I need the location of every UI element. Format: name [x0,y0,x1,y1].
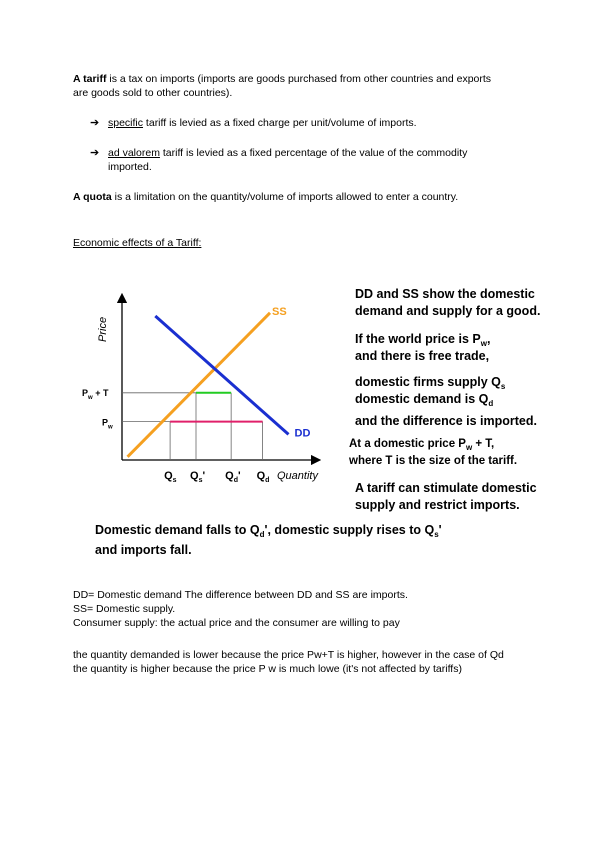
explanation-line8: At a domestic price $P_w + T$, [349,438,495,452]
ss-label: SS [272,305,287,318]
specific-text: tariff is levied as a fixed charge per unit/volume of imports. [143,117,417,129]
quota-text: is a limitation on the quantity/volume of imports allowed to enter a country. [111,191,459,203]
tariff-definition [73,72,543,100]
conclusion-line1: Domestic demand falls to $Q_d'$, domestic supply rises to $Q_s'$ [95,523,442,539]
guide-lines [122,393,263,460]
specific-term: specific [108,117,144,129]
tariff-term: A tariff [73,73,107,85]
bullet-arrow-icon: ➔ [90,147,100,159]
bullet-arrow-icon: ➔ [90,117,100,129]
tariff-chart [80,290,330,490]
final-note-line-1: the quantity demanded is lower because the price Pw+T is higher, however in the case of Qd [73,649,504,661]
x-tick-label: $Q_s'$ [190,470,206,484]
explanation-line7: and the difference is imported. [355,414,537,428]
note-line-3: Consumer supply: the actual price and the consumer are willing to pay [73,617,400,629]
explanation-line5: domestic firms supply $Q_s$ [355,375,506,391]
y-tick-pw: $P_w$ [102,417,113,431]
explanation-line3: If the world price is $P_w$, [355,332,491,348]
explanation-line9: where T is the size of the tariff. [349,455,518,467]
final-note-line-2: the quantity is higher because the price P w is much lowe (it's not affected by tariffs) [73,663,462,675]
tariff-def-line1: is a tax on imports (imports are goods purchased from other countries and exports [106,73,492,85]
conclusion-line2: and imports fall. [95,543,192,557]
demand-curve-dd [155,316,288,434]
explanation-line1: DD and SS show the domestic [355,287,535,301]
quota-definition [73,190,553,204]
explanation-line2: demand and supply for a good. [355,304,541,318]
y-tick-pwt: $P_w + T$ [82,387,109,401]
x-tick-label: $Q_s$ [164,470,177,484]
bullet-ad-valorem [108,146,548,174]
x-axis-label: Quantity [277,470,318,482]
explanation-line6: domestic demand is $Q_d$ [355,392,494,408]
x-tick-label: $Q_d$ [256,470,270,484]
explanation-line4: and there is free trade, [355,349,490,363]
bullet-specific [108,116,548,130]
dd-label: DD [294,427,311,440]
ad-valorem-text: tariff is levied as a fixed percentage of the value of the commodity [159,147,468,159]
explanation-line11: supply and restrict imports. [355,498,520,512]
note-line-2: SS= Domestic supply. [73,603,176,615]
x-tick-labels [164,470,269,484]
section-heading: Economic effects of a Tariff: [73,237,202,249]
x-tick-label: $Q_d'$ [225,470,241,484]
explanation-line10: A tariff can stimulate domestic [355,481,537,495]
ad-valorem-text-2: imported. [108,161,152,173]
quota-term: A quota [73,191,112,203]
y-axis-label: Price [97,316,109,342]
note-line-1: DD= Domestic demand The difference between DD and SS are imports. [73,589,408,601]
tariff-def-line2: are goods sold to other countries). [73,87,233,99]
supply-curve-ss [128,313,270,457]
ad-valorem-term: ad valorem [108,147,160,159]
